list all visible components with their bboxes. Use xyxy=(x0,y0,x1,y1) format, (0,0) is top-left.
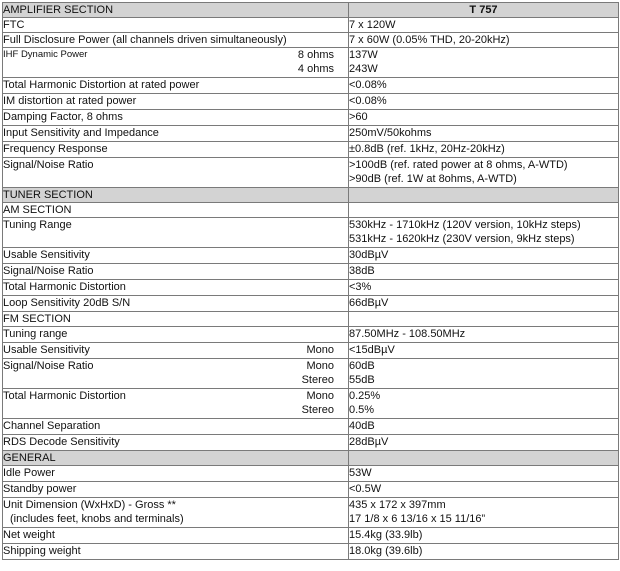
spec-label-note: (includes feet, knobs and terminals) xyxy=(10,513,184,525)
spec-value-cell xyxy=(349,498,619,528)
spec-label: Total Harmonic Distortion xyxy=(3,390,126,402)
spec-row-am-loop-sensitivity xyxy=(3,296,619,312)
spec-label: Net weight xyxy=(3,528,349,544)
spec-label: Idle Power xyxy=(3,466,349,482)
spec-label: Signal/Noise Ratio xyxy=(3,264,349,280)
spec-value: >100dB (ref. rated power at 8 ohms, A-WTD) xyxy=(349,159,568,171)
spec-row-damping-factor xyxy=(3,110,619,126)
spec-value: 530kHz - 1710kHz (120V version, 10kHz steps) xyxy=(349,219,581,231)
model-name: T 757 xyxy=(349,3,619,18)
spec-value: ±0.8dB (ref. 1kHz, 20Hz-20kHz) xyxy=(349,142,619,158)
subsection-title: AM SECTION xyxy=(3,203,349,218)
spec-value: 7 x 120W xyxy=(349,18,619,33)
spec-value: 28dBµV xyxy=(349,435,619,451)
spec-label: Usable Sensitivity xyxy=(3,248,349,264)
spec-value: 0.5% xyxy=(349,404,375,416)
spec-value: 18.0kg (39.6lb) xyxy=(349,544,619,560)
spec-label: Loop Sensitivity 20dB S/N xyxy=(3,296,349,312)
spec-label: RDS Decode Sensitivity xyxy=(3,435,349,451)
spec-label: Full Disclosure Power (all channels driven simultaneously) xyxy=(3,33,349,48)
spec-value: <0.5W xyxy=(349,482,619,498)
section-title: TUNER SECTION xyxy=(3,188,349,203)
spec-value: 60dB xyxy=(349,360,375,372)
section-title: AMPLIFIER SECTION xyxy=(3,3,349,18)
spec-mode: Mono xyxy=(306,360,334,372)
spec-label: Usable Sensitivity xyxy=(3,344,90,356)
spec-value: 38dB xyxy=(349,264,619,280)
spec-value-cell xyxy=(349,158,619,188)
spec-label: Unit Dimension (WxHxD) - Gross ** xyxy=(3,499,176,511)
spec-row-ihf-dynamic-power xyxy=(3,48,619,78)
spec-label: Standby power xyxy=(3,482,349,498)
spec-value-cell xyxy=(349,359,619,389)
spec-value: <3% xyxy=(349,280,619,296)
subsection-blank xyxy=(349,203,619,218)
spec-row-fm-signal-noise xyxy=(3,359,619,389)
spec-row-am-thd xyxy=(3,280,619,296)
spec-value: 0.25% xyxy=(349,390,381,402)
spec-label-cell xyxy=(3,48,349,78)
spec-mode: Stereo xyxy=(301,374,334,386)
spec-row-am-usable-sensitivity xyxy=(3,248,619,264)
spec-mode: Mono xyxy=(306,344,334,356)
spec-mode: 4 ohms xyxy=(297,63,334,75)
spec-value: 40dB xyxy=(349,419,619,435)
spec-label: Tuning Range xyxy=(3,218,349,248)
section-header-blank xyxy=(349,188,619,203)
tuner-section-header xyxy=(3,188,619,203)
spec-value: 66dBµV xyxy=(349,296,619,312)
spec-value: >60 xyxy=(349,110,619,126)
spec-row-ftc xyxy=(3,18,619,33)
spec-value-cell xyxy=(349,218,619,248)
spec-value: 15.4kg (33.9lb) xyxy=(349,528,619,544)
spec-label-cell xyxy=(3,343,349,359)
spec-value: <0.08% xyxy=(349,78,619,94)
spec-row-standby-power xyxy=(3,482,619,498)
spec-row-full-disclosure-power xyxy=(3,33,619,48)
spec-label: Signal/Noise Ratio xyxy=(3,158,349,188)
spec-row-idle-power xyxy=(3,466,619,482)
spec-label: IHF Dynamic Power xyxy=(3,49,88,60)
spec-value: <0.08% xyxy=(349,94,619,110)
spec-label: Total Harmonic Distortion at rated power xyxy=(3,78,349,94)
spec-value: 243W xyxy=(349,63,378,75)
spec-value: 435 x 172 x 397mm xyxy=(349,499,446,511)
spec-row-frequency-response xyxy=(3,142,619,158)
spec-value: 7 x 60W (0.05% THD, 20-20kHz) xyxy=(349,33,619,48)
spec-value-cell xyxy=(349,48,619,78)
spec-label: Signal/Noise Ratio xyxy=(3,360,94,372)
spec-value: 17 1/8 x 6 13/16 x 15 11/16” xyxy=(349,513,486,525)
spec-label: Damping Factor, 8 ohms xyxy=(3,110,349,126)
spec-row-input-sensitivity xyxy=(3,126,619,142)
spec-value-cell xyxy=(349,389,619,419)
amplifier-section-header xyxy=(3,3,619,18)
subsection-blank xyxy=(349,312,619,327)
spec-value: 30dBµV xyxy=(349,248,619,264)
section-title: GENERAL xyxy=(3,451,349,466)
spec-value: 531kHz - 1620kHz (230V version, 9kHz steps) xyxy=(349,233,575,245)
general-section-header xyxy=(3,451,619,466)
spec-row-signal-noise xyxy=(3,158,619,188)
spec-row-unit-dimension xyxy=(3,498,619,528)
spec-label: Frequency Response xyxy=(3,142,349,158)
spec-label-cell xyxy=(3,359,349,389)
spec-value: 55dB xyxy=(349,374,375,386)
fm-section-header xyxy=(3,312,619,327)
spec-value: <15dBµV xyxy=(349,343,619,359)
spec-label: Channel Separation xyxy=(3,419,349,435)
spec-row-fm-thd xyxy=(3,389,619,419)
spec-value: >90dB (ref. 1W at 8ohms, A-WTD) xyxy=(349,173,517,185)
spec-row-am-tuning-range xyxy=(3,218,619,248)
spec-label: Tuning range xyxy=(3,327,349,343)
spec-row-im-distortion xyxy=(3,94,619,110)
spec-row-fm-rds xyxy=(3,435,619,451)
spec-value: 87.50MHz - 108.50MHz xyxy=(349,327,619,343)
spec-row-fm-usable-sensitivity xyxy=(3,343,619,359)
spec-mode: Stereo xyxy=(301,404,334,416)
spec-label: Input Sensitivity and Impedance xyxy=(3,126,349,142)
section-header-blank xyxy=(349,451,619,466)
spec-label: FTC xyxy=(3,18,349,33)
spec-value: 137W xyxy=(349,49,378,61)
spec-row-net-weight xyxy=(3,528,619,544)
spec-mode: 8 ohms xyxy=(297,49,334,61)
subsection-title: FM SECTION xyxy=(3,312,349,327)
spec-table xyxy=(2,2,619,560)
am-section-header xyxy=(3,203,619,218)
spec-row-thd-rated xyxy=(3,78,619,94)
spec-label: Total Harmonic Distortion xyxy=(3,280,349,296)
spec-mode: Mono xyxy=(306,390,334,402)
spec-value: 53W xyxy=(349,466,619,482)
spec-label-cell xyxy=(3,498,349,528)
spec-row-fm-tuning-range xyxy=(3,327,619,343)
spec-row-am-signal-noise xyxy=(3,264,619,280)
spec-label-cell xyxy=(3,389,349,419)
spec-label: Shipping weight xyxy=(3,544,349,560)
spec-row-shipping-weight xyxy=(3,544,619,560)
spec-label: IM distortion at rated power xyxy=(3,94,349,110)
spec-value: 250mV/50kohms xyxy=(349,126,619,142)
spec-row-fm-channel-separation xyxy=(3,419,619,435)
